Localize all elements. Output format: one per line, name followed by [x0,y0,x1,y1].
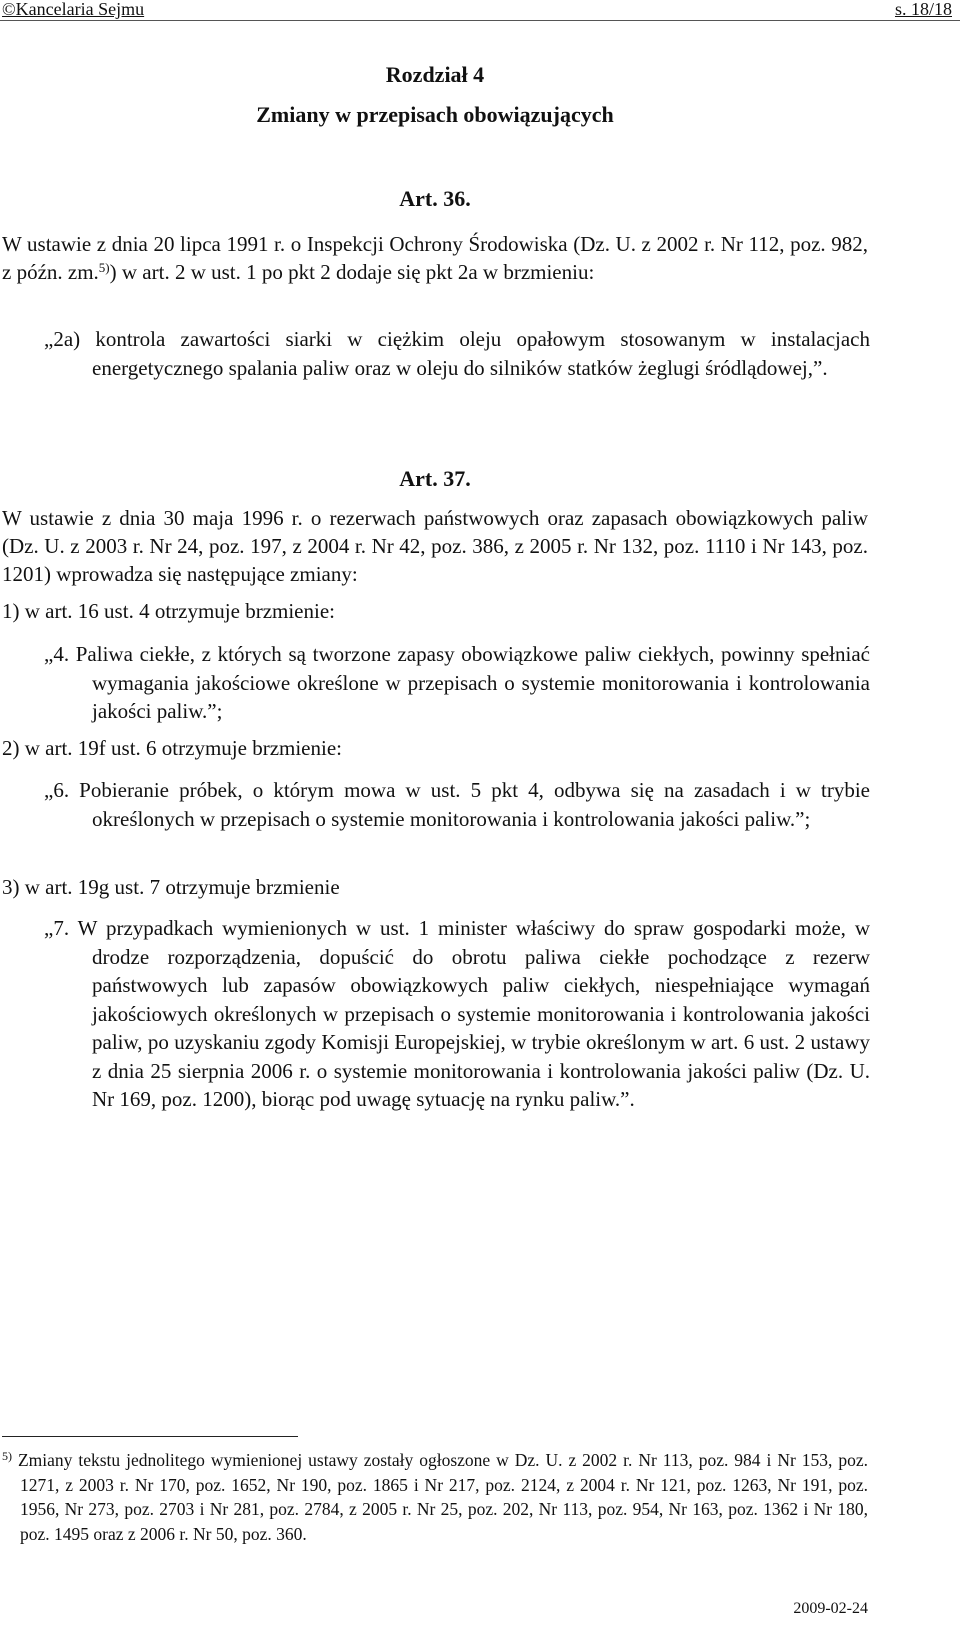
chapter-title: Zmiany w przepisach obowiązujących [256,102,614,127]
amendment-3-quote: „7. W przypadkach wymienionych w ust. 1 minister właściwy do spraw gospodarki może, w drodze rozporządzenia, dopuścić do obrotu paliwa ciekłe pochodzące z rezerw państwowych lub zapasów obowiązkowych paliw ciekłych, niespełniające wymagań jakościowych określonych w przepisach o systemie monitorowania i kontrolowania jakości paliw, po uzyskaniu zgody Komisji Europejskiej, w trybie określonym w art. 6 ust. 2 ustawy z dnia 25 sierpnia 2006 r. o systemie monitorowania i kontrolowania jakości paliw (Dz. U. Nr 169, poz. 1200), biorąc pod uwagę sytuację na rynku paliw.”. [44,916,870,1111]
amendment-2-label: 2) w art. 19f ust. 6 otrzymuje brzmienie: [2,736,342,760]
art-37-intro: W ustawie z dnia 30 maja 1996 r. o rezerwach państwowych oraz zapasach obowiązkowych paliw (Dz. U. z 2003 r. Nr 24, poz. 197, z 2004 r. Nr 42, poz. 386, z 2005 r. Nr 132, poz. 1110 i Nr 143, poz. 1201) wprowadza się następujące zmiany: [2,506,868,586]
art-36-intro [2,230,868,286]
amendment-1-label: 1) w art. 16 ust. 4 otrzymuje brzmienie: [2,599,335,623]
page-number: s. 18/18 [894,0,952,19]
amendment-3-label: 3) w art. 19g ust. 7 otrzymuje brzmienie [2,875,340,899]
art-36-heading: Art. 36. [399,186,471,211]
footnote-marker: 5) [2,1449,12,1463]
page-header [0,0,960,22]
amendment-2-quote: „6. Pobieranie próbek, o którym mowa w ust. 5 pkt 4, odbywa się na zasadach i w trybie określonych w przepisach o systemie monitorowania i kontrolowania jakości paliw.”; [44,778,870,831]
footnote-divider [2,1436,298,1437]
art-37-heading: Art. 37. [399,466,471,491]
document-date: 2009-02-24 [793,1600,868,1617]
art-36-quote: „2a) kontrola zawartości siarki w ciężkim oleju opałowym stosowanym w instalacjach energetycznego spalania paliw oraz w oleju do silników statków żeglugi śródlądowej,”. [44,327,870,380]
art-36-intro-part-1: W ustawie z dnia 20 lipca 1991 r. o Inspekcji Ochrony Środowiska (Dz. U. z 2002 r. Nr 112, poz. 982, z późn. zm. [2,232,868,284]
footnote [2,1448,868,1546]
publisher-label: ©Kancelaria Sejmu [2,0,145,19]
art-36-intro-part-2: ) w art. 2 w ust. 1 po pkt 2 dodaje się pkt 2a w brzmieniu: [109,260,595,284]
amendment-1-quote: „4. Paliwa ciekłe, z których są tworzone zapasy obowiązkowe paliw ciekłych, powinny spełniać wymagania jakościowe określone w przepisach o systemie monitorowania i kontrolowania jakości paliw.”; [44,642,870,723]
header-divider [0,20,960,21]
footnote-text: Zmiany tekstu jednolitego wymienionej ustawy zostały ogłoszone w Dz. U. z 2002 r. Nr 113, poz. 984 i Nr 153, poz. 1271, z 2003 r. Nr 170, poz. 1652, Nr 190, poz. 1865 i Nr 217, poz. 2124, z 2004 r. Nr 121, poz. 1263, Nr 191, poz. 1956, Nr 273, poz. 2703 i Nr 281, poz. 2784, z 2005 r. Nr 25, poz. 202, Nr 113, poz. 954, Nr 163, poz. 1362 i Nr 180, poz. 1495 oraz z 2006 r. Nr 50, poz. 360. [17,1450,868,1544]
footnote-reference: 5) [98,260,110,275]
chapter-number: Rozdział 4 [385,62,485,87]
